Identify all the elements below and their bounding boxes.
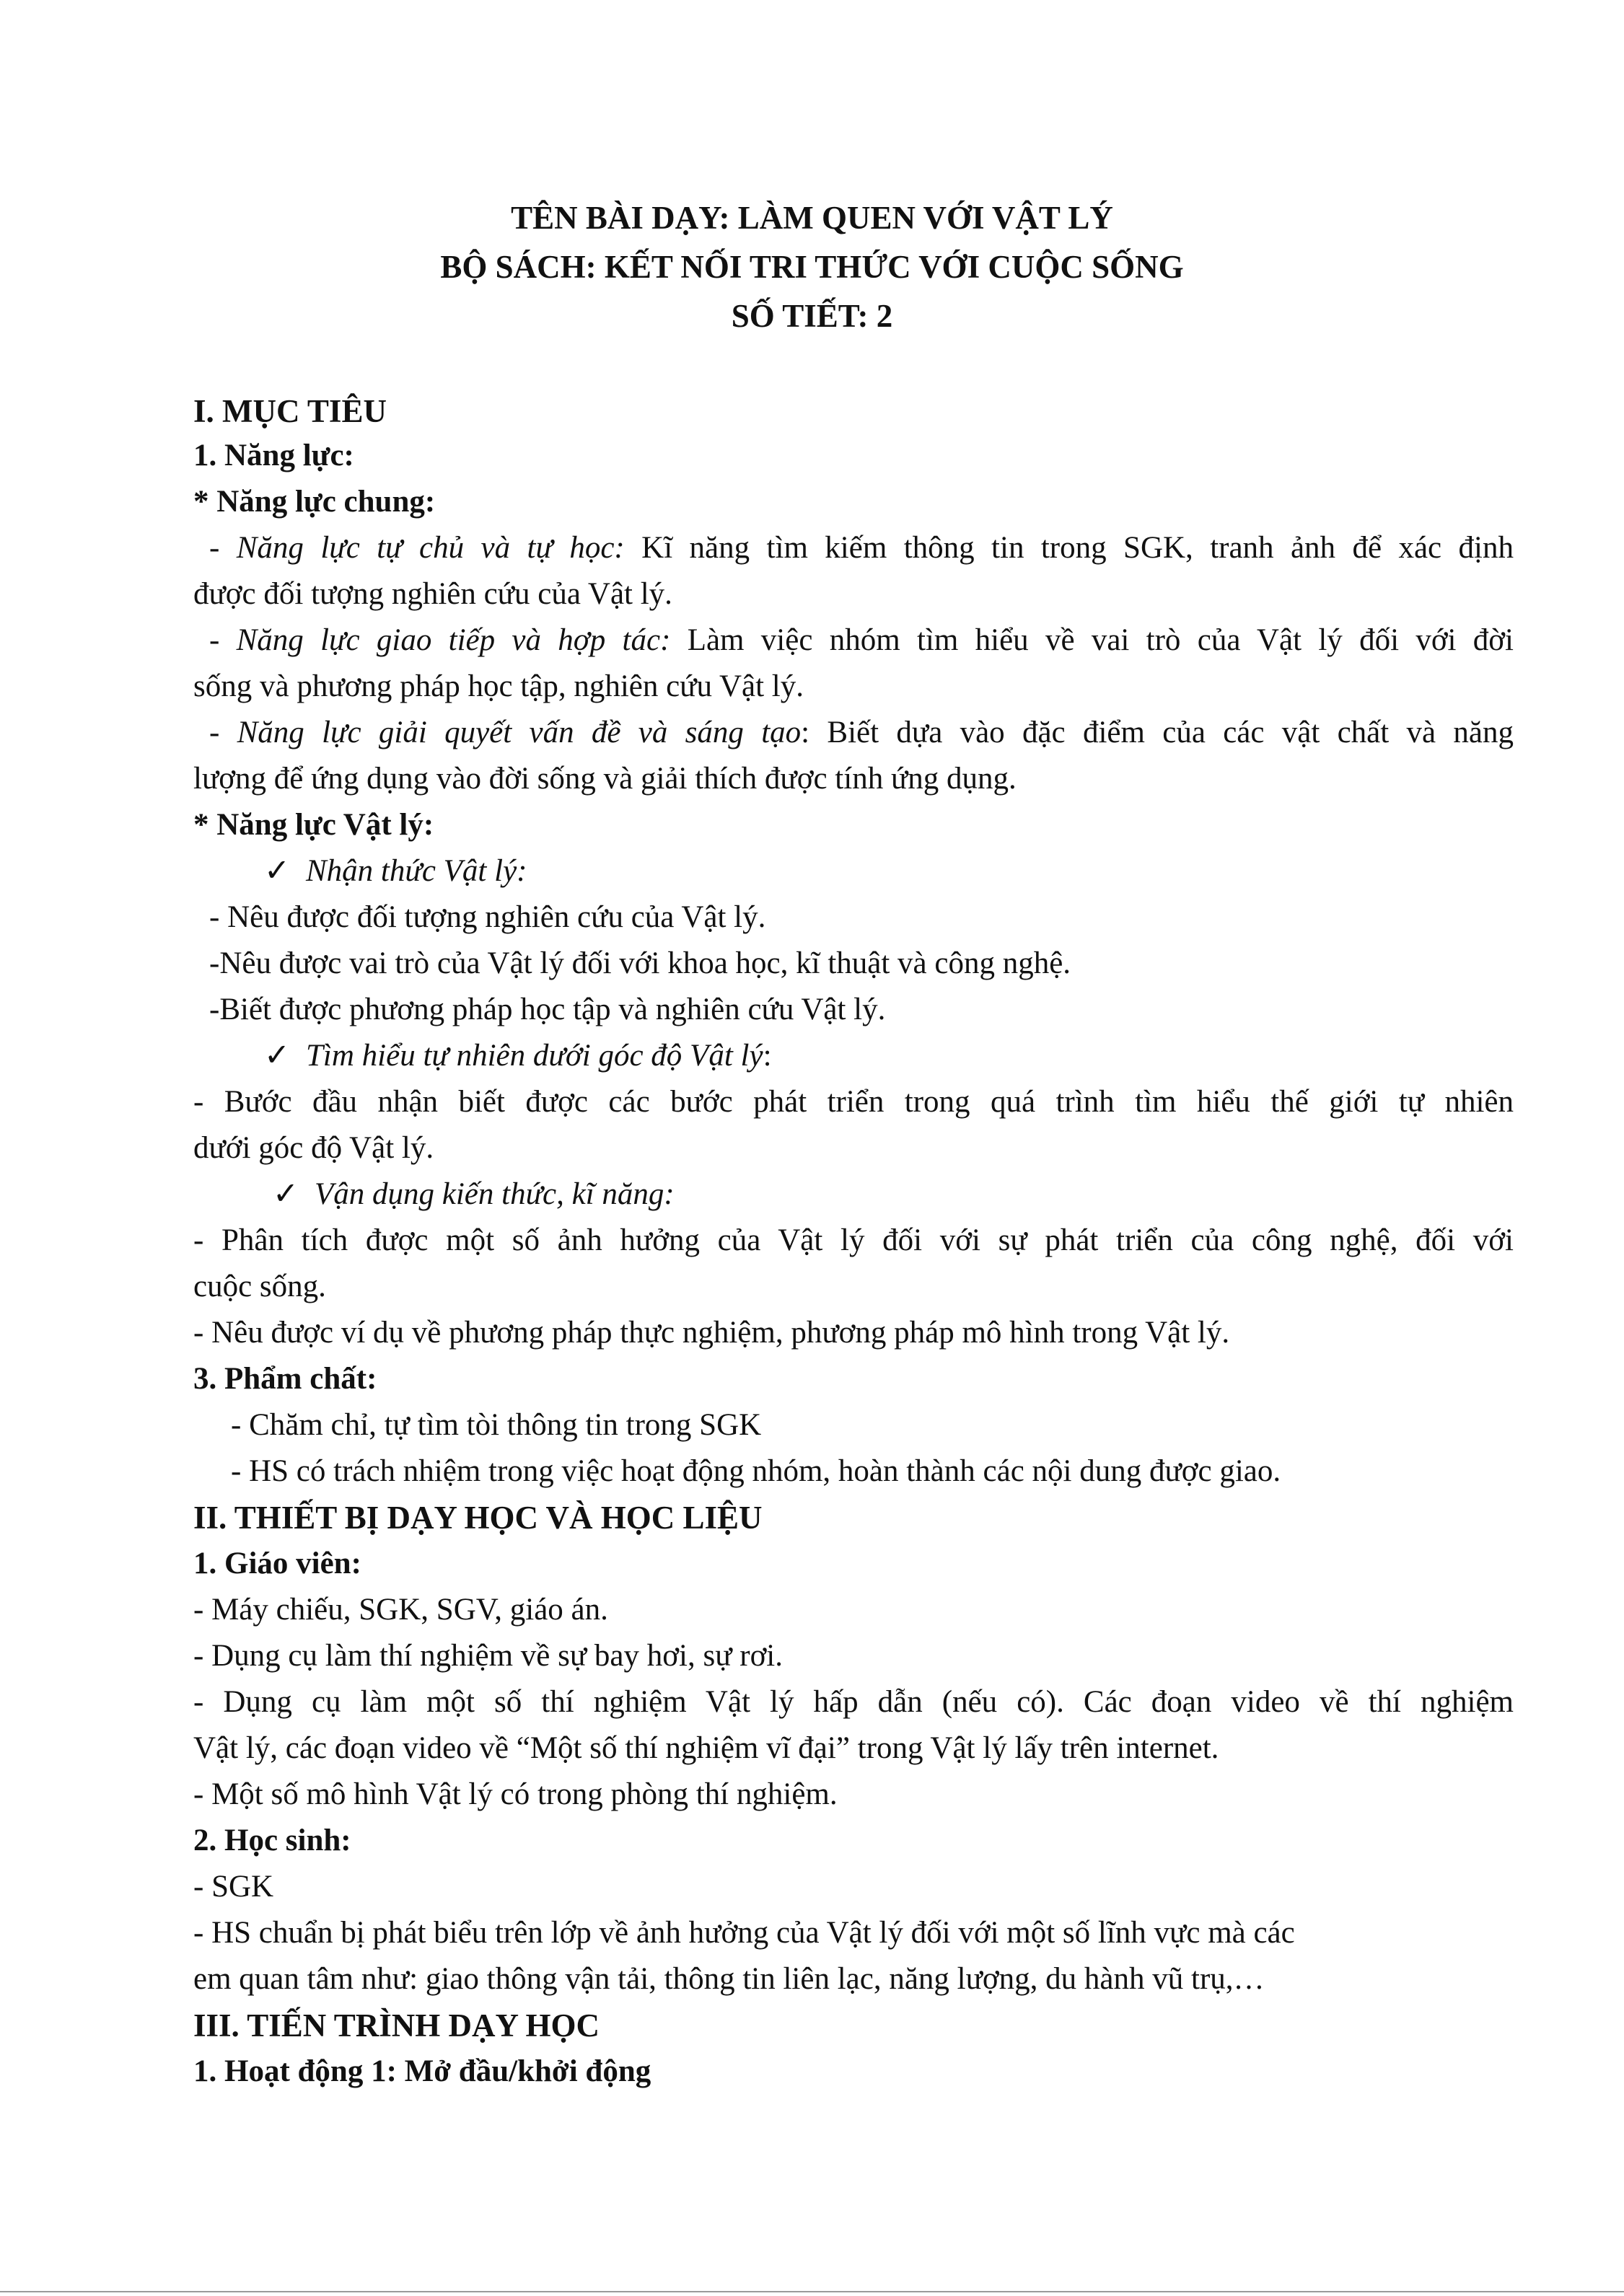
teacher-item-1: - Máy chiếu, SGK, SGV, giáo án. (193, 1593, 608, 1627)
general-competency-1 (193, 525, 1514, 571)
teacher-item-3-cont: Vật lý, các đoạn video về “Một số thí nghiệm vĩ đại” trong Vật lý lấy trên internet. (193, 1731, 1219, 1765)
qualities-heading: 3. Phẩm chất: (193, 1362, 377, 1396)
quality-2: - HS có trách nhiệm trong việc hoạt động nhóm, hoàn thành các nội dung được giao. (231, 1454, 1281, 1488)
general-competency-heading: * Năng lực chung: (193, 485, 436, 519)
quality-1: - Chăm chỉ, tự tìm tòi thông tin trong SGK (231, 1408, 762, 1442)
teacher-item-2: - Dụng cụ làm thí nghiệm về sự bay hơi, sự rơi. (193, 1639, 783, 1673)
section-process-heading: III. TIẾN TRÌNH DẠY HỌC (193, 2007, 600, 2044)
lesson-title: TÊN BÀI DẠY: LÀM QUEN VỚI VẬT LÝ (511, 200, 1113, 236)
competency-heading: 1. Năng lực: (193, 439, 354, 472)
activity-1-heading: 1. Hoạt động 1: Mở đầu/khởi động (193, 2054, 651, 2088)
general-competency-2 (193, 617, 1514, 664)
cognition-item (264, 848, 527, 894)
general-competency-2-label: - Năng lực giao tiếp và hợp tác: (209, 623, 671, 657)
section-objectives-heading: I. MỤC TIÊU (193, 393, 387, 429)
general-competency-1-cont: được đối tượng nghiên cứu của Vật lý. (193, 577, 672, 611)
cognition-3: -Biết được phương pháp học tập và nghiên cứu Vật lý. (209, 993, 886, 1026)
apply-1: - Phân tích được một số ảnh hưởng của Vật lý đối với sự phát triển của công nghệ, đối với (193, 1223, 1514, 1257)
explore-item (264, 1033, 772, 1079)
cognition-2: -Nêu được vai trò của Vật lý đối với khoa học, kĩ thuật và công nghệ. (209, 946, 1071, 980)
general-competency-3-text: : Biết dựa vào đặc điểm của các vật chất và năng (801, 716, 1514, 749)
general-competency-3 (193, 710, 1514, 756)
apply-label: Vận dụng kiến thức, kĩ năng: (315, 1177, 675, 1211)
general-competency-2-text: Làm việc nhóm tìm hiểu về vai trò của Vật lý đối với đời (670, 623, 1514, 657)
student-item-2-cont: em quan tâm như: giao thông vận tải, thông tin liên lạc, năng lượng, du hành vũ trụ,… (193, 1962, 1265, 1996)
checkmark-icon: ✓ (264, 854, 291, 888)
student-heading: 2. Học sinh: (193, 1824, 351, 1857)
physics-competency-heading: * Năng lực Vật lý: (193, 808, 434, 842)
general-competency-2-cont: sống và phương pháp học tập, nghiên cứu Vật lý. (193, 669, 804, 703)
book-title: BỘ SÁCH: KẾT NỐI TRI THỨC VỚI CUỘC SỐNG (440, 249, 1184, 285)
student-item-1: - SGK (193, 1870, 274, 1904)
student-item-2: - HS chuẩn bị phát biểu trên lớp về ảnh hưởng của Vật lý đối với một số lĩnh vực mà các (193, 1916, 1295, 1950)
general-competency-1-text: Kĩ năng tìm kiếm thông tin trong SGK, tranh ảnh để xác định (624, 531, 1514, 565)
teacher-item-3: - Dụng cụ làm một số thí nghiệm Vật lý hấp dẫn (nếu có). Các đoạn video về thí nghiệm (193, 1685, 1514, 1719)
explore-colon: : (763, 1039, 772, 1073)
checkmark-icon: ✓ (264, 1039, 291, 1073)
page-bottom-edge (0, 2291, 1624, 2292)
general-competency-3-label: - Năng lực giải quyết vấn đề và sáng tạo (209, 716, 802, 749)
checkmark-icon: ✓ (273, 1177, 299, 1211)
section-equipment-heading: II. THIẾT BỊ DẠY HỌC VÀ HỌC LIỆU (193, 1500, 763, 1536)
period-count: SỐ TIẾT: 2 (731, 298, 893, 334)
apply-2: - Nêu được ví dụ về phương pháp thực nghiệm, phương pháp mô hình trong Vật lý. (193, 1316, 1230, 1350)
teacher-heading: 1. Giáo viên: (193, 1547, 361, 1580)
explore-1-cont: dưới góc độ Vật lý. (193, 1131, 434, 1165)
teacher-item-4: - Một số mô hình Vật lý có trong phòng thí nghiệm. (193, 1777, 838, 1811)
general-competency-3-cont: lượng để ứng dụng vào đời sống và giải thích được tính ứng dụng. (193, 762, 1017, 796)
general-competency-1-label: - Năng lực tự chủ và tự học: (209, 531, 625, 565)
apply-item (273, 1171, 675, 1218)
cognition-1: - Nêu được đối tượng nghiên cứu của Vật lý. (209, 900, 766, 934)
explore-1: - Bước đầu nhận biết được các bước phát triển trong quá trình tìm hiểu thế giới tự nhiên (193, 1085, 1514, 1119)
cognition-label: Nhận thức Vật lý: (306, 854, 527, 888)
explore-label: Tìm hiểu tự nhiên dưới góc độ Vật lý (306, 1039, 763, 1073)
apply-1-cont: cuộc sống. (193, 1270, 326, 1303)
